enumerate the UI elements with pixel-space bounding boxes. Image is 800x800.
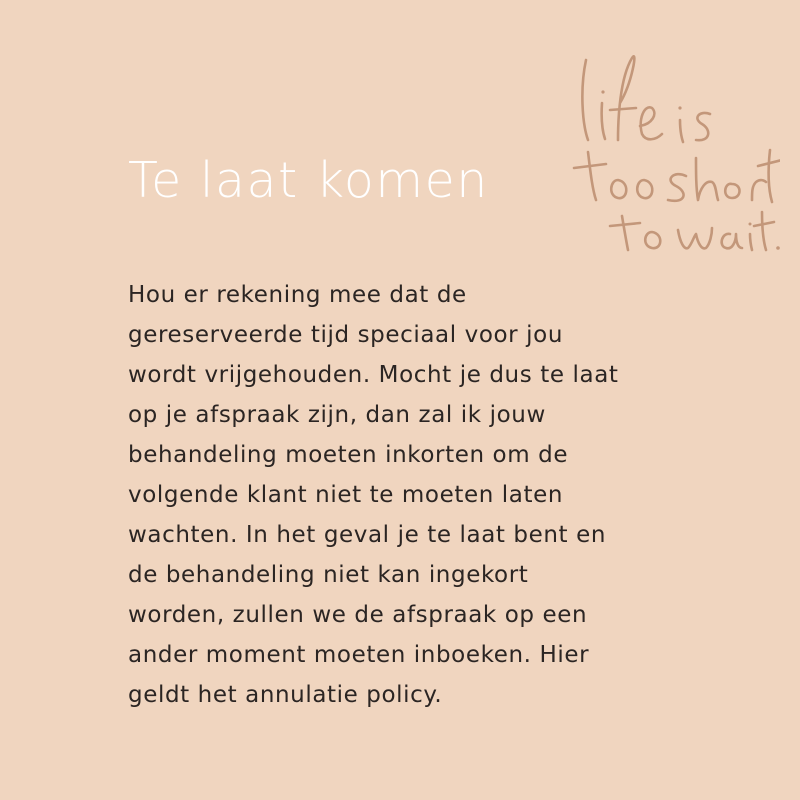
quote-line-to-wait [610, 212, 780, 250]
slide-title: Te laat komen [128, 152, 489, 209]
handwritten-quote-art [560, 48, 780, 258]
quote-line-too-short [574, 150, 780, 202]
quote-line-life-is [582, 56, 710, 142]
slide-body-text: Hou er rekening mee dat de gereserveerde tijd speciaal voor jou wordt vrijgehouden. Mocht je dus te laat op je afspraak zijn, dan zal ik jouw behandeling moeten inkorten om de volgende klant niet te moeten laten wachten. In het geval je te laat bent en de behandeling niet kan ingekort worden, zullen we de afspraak op een ander moment moeten inboeken. Hier geldt het annulatie policy. [128, 282, 619, 708]
